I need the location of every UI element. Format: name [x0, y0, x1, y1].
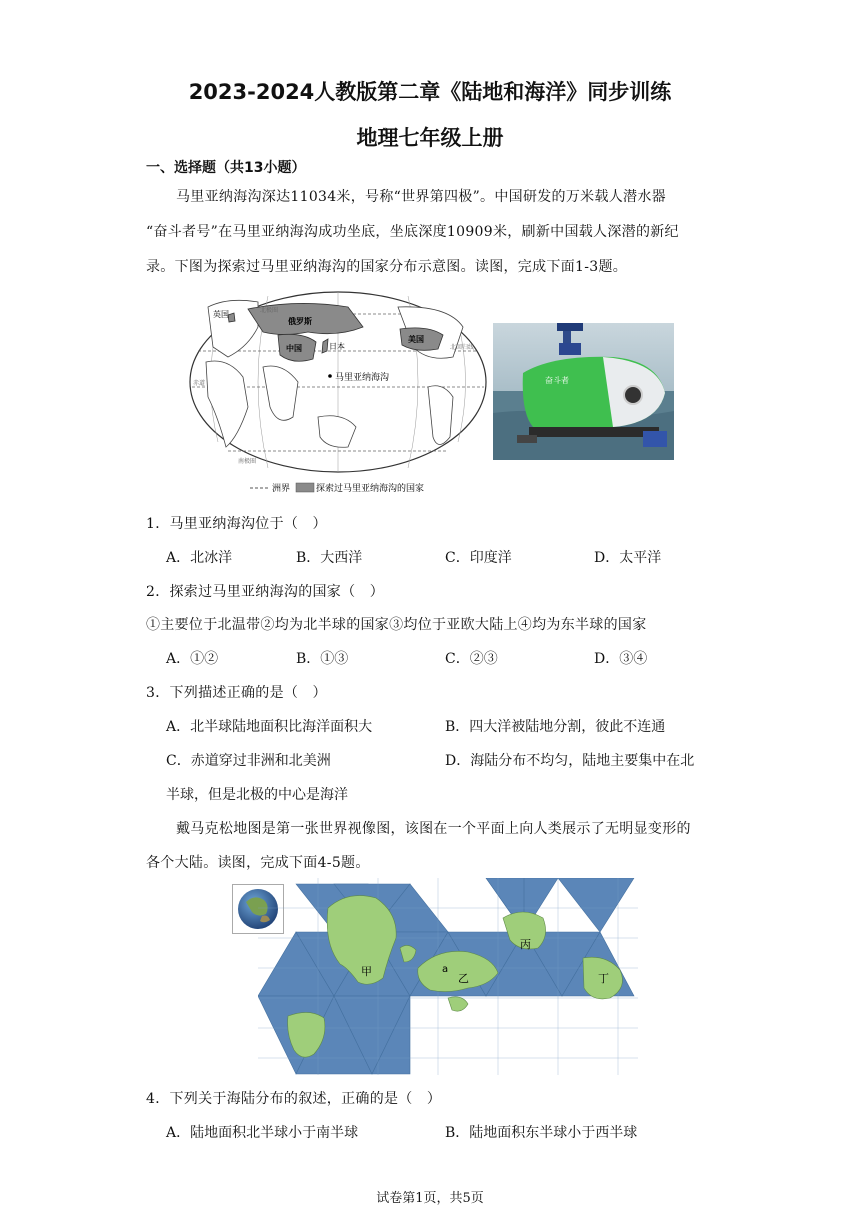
label-bing: 丙: [520, 938, 531, 951]
q3-option-c[interactable]: C．赤道穿过非洲和北美洲: [166, 753, 331, 769]
q4-option-a[interactable]: A．陆地面积北半球小于南半球: [166, 1125, 359, 1141]
label-arctic-circle: 北极圈: [260, 307, 279, 314]
legend-boundary: 洲界: [272, 484, 291, 494]
q2-statements: ①主要位于北温带②均为北半球的国家③均位于亚欧大陆上④均为东半球的国家: [146, 617, 647, 633]
q1-option-d[interactable]: D．太平洋: [594, 550, 662, 566]
label-tropic-cancer: 北回归线: [450, 344, 475, 351]
q1-option-a[interactable]: A．北冰洋: [166, 550, 233, 566]
fendouzhe-photo: [493, 323, 674, 460]
q3-stem: 3．下列描述正确的是（ ）: [146, 685, 327, 701]
label-england: 英国: [213, 310, 229, 319]
q2-option-a[interactable]: A．①②: [166, 651, 219, 667]
label-trench: 马里亚纳海沟: [335, 373, 390, 383]
q1-stem: 1．马里亚纳海沟位于（ ）: [146, 516, 327, 532]
q2-option-d[interactable]: D．③④: [594, 651, 648, 667]
q4-stem: 4．下列关于海陆分布的叙述，正确的是（ ）: [146, 1091, 442, 1107]
legend-explored: 探索过马里亚纳海沟的国家: [316, 484, 425, 494]
label-russia: 俄罗斯: [288, 317, 312, 326]
uk-shape: [228, 313, 235, 322]
mariana-world-map: [188, 287, 490, 497]
q1-option-c[interactable]: C．印度洋: [445, 550, 512, 566]
label-yi: 乙: [458, 972, 469, 985]
label-equator: 赤道: [193, 380, 206, 387]
section-heading: 一、选择题（共13小题）: [146, 160, 306, 176]
intro-line-2: “奋斗者号”在马里亚纳海沟成功坐底，坐底深度10909米，刷新中国载人深潜的新纪: [146, 224, 679, 240]
intro2-line-2: 各个大陆。读图，完成下面4-5题。: [146, 855, 370, 871]
q2-option-b[interactable]: B．①③: [296, 651, 349, 667]
label-japan: 日本: [329, 342, 345, 351]
intro2-line-1: 戴马克松地图是第一张世界视像图，该图在一个平面上向人类展示了无明显变形的: [176, 821, 691, 837]
page-subtitle: 地理七年级上册: [356, 126, 504, 150]
label-jia: 甲: [361, 965, 372, 978]
hull-name: 奋斗者: [545, 376, 569, 385]
intro-line-3: 录。下图为探索过马里亚纳海沟的国家分布示意图。读图，完成下面1-3题。: [146, 259, 628, 275]
q4-option-b[interactable]: B．陆地面积东半球小于西半球: [445, 1125, 638, 1141]
q2-stem: 2．探索过马里亚纳海沟的国家（ ）: [146, 584, 385, 600]
page-footer: 试卷第1页，共5页: [376, 1191, 484, 1206]
label-china: 中国: [286, 344, 302, 353]
q2-option-c[interactable]: C．②③: [445, 651, 498, 667]
q3-option-d[interactable]: D．海陆分布不均匀，陆地主要集中在北: [445, 753, 695, 769]
q3-option-b[interactable]: B．四大洋被陆地分割，彼此不连通: [445, 719, 666, 735]
intro-line-1: 马里亚纳海沟深达11034米，号称“世界第四极”。中国研发的万米载人潜水器: [176, 189, 666, 205]
q1-option-b[interactable]: B．大西洋: [296, 550, 363, 566]
label-usa: 美国: [408, 335, 424, 344]
q3-option-a[interactable]: A．北半球陆地面积比海洋面积大: [166, 719, 373, 735]
q3-option-d-continued: 半球，但是北极的中心是海洋: [166, 787, 348, 803]
page-title: 2023-2024人教版第二章《陆地和海洋》同步训练: [188, 80, 672, 104]
label-antarctic-circle: 南极圈: [238, 458, 257, 465]
label-ding: 丁: [598, 972, 609, 985]
label-a: a: [442, 964, 449, 975]
dymaxion-map: [258, 878, 638, 1075]
